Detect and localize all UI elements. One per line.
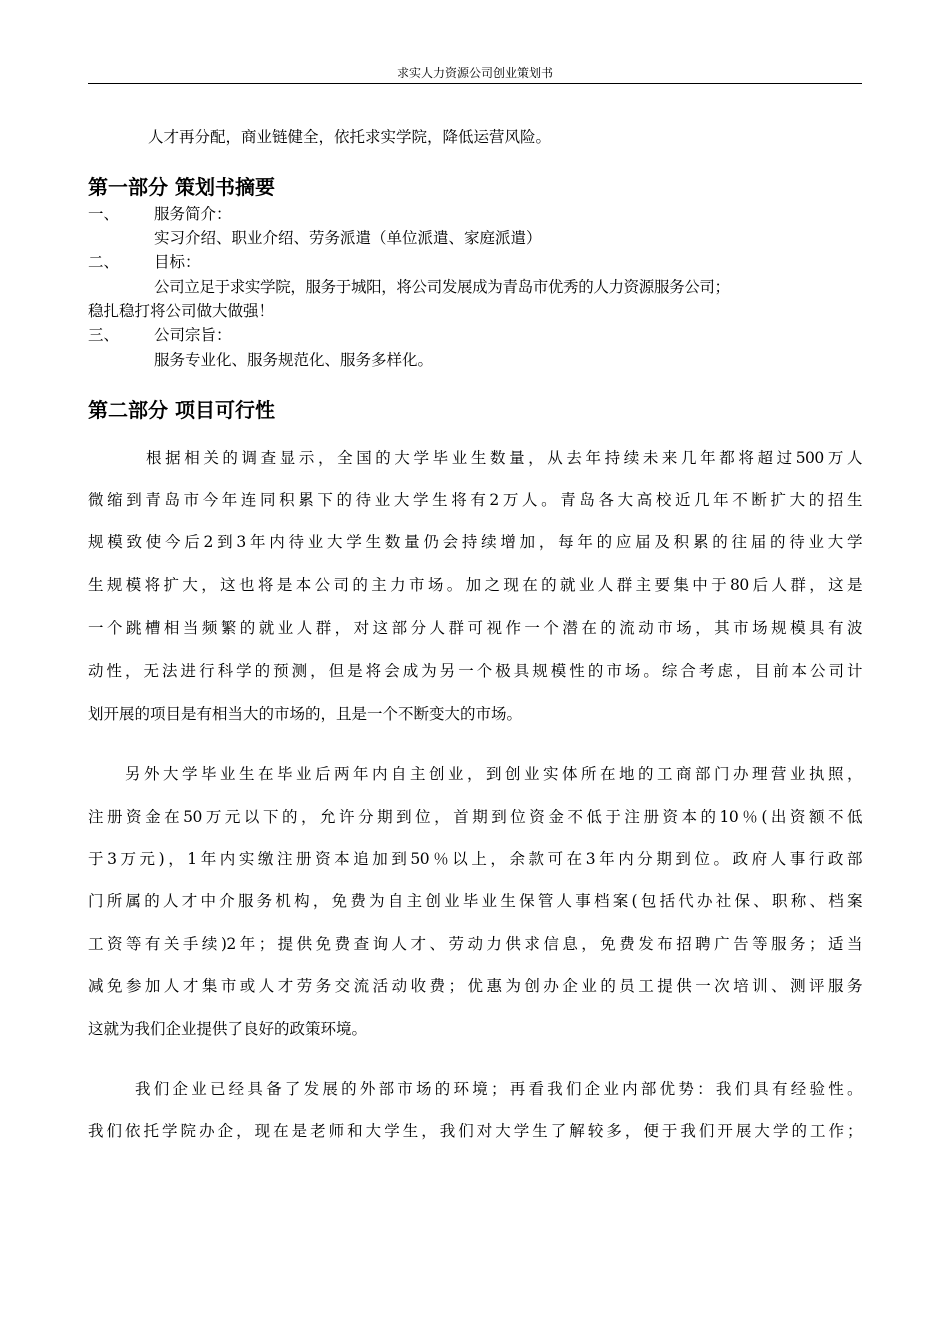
section-heading-part2: 第二部分 项目可行性: [88, 398, 275, 422]
list-number: 二、: [88, 253, 120, 271]
list-label: 服务简介：: [154, 205, 232, 223]
list-label: 目标：: [154, 253, 201, 271]
list-label: 公司宗旨：: [154, 326, 232, 344]
list-body-line: 服务专业化、服务规范化、服务多样化。: [154, 351, 434, 369]
list-item-service-intro: [88, 203, 862, 225]
paragraph-line: 我们依托学院办企，现在是老师和大学生，我们对大学生了解较多，便于我们开展大学的工作；: [88, 1122, 862, 1140]
paragraph-line: 门所属的人才中介服务机构，免费为自主创业毕业生保管人事档案(包括代办社保、职称、档案: [88, 892, 862, 910]
paragraph-line: 注册资金在50万元以下的，允许分期到位，首期到位资金不低于注册资本的10％(出资额不低: [88, 808, 862, 826]
paragraph-line: 一个跳槽相当频繁的就业人群，对这部分人群可视作一个潜在的流动市场，其市场规模具有波: [88, 619, 862, 637]
paragraph-line: 于3万元)，1年内实缴注册资本追加到50％以上，余款可在3年内分期到位。政府人事行政部: [88, 850, 862, 868]
paragraph-line: 另外大学毕业生在毕业后两年内自主创业，到创业实体所在地的工商部门办理营业执照，: [125, 765, 862, 783]
list-body-line: 稳扎稳打将公司做大做强！: [88, 302, 275, 320]
paragraph-line: 微缩到青岛市今年连同积累下的待业大学生将有2万人。青岛各大高校近几年不断扩大的招生: [88, 491, 862, 509]
list-body-line: 公司立足于求实学院，服务于城阳，将公司发展成为青岛市优秀的人力资源服务公司；: [154, 278, 730, 296]
paragraph-line: 动性，无法进行科学的预测，但是将会成为另一个极具规模性的市场。综合考虑，目前本公司计: [88, 662, 862, 680]
paragraph-line: 划开展的项目是有相当大的市场的，且是一个不断变大的市场。: [88, 705, 523, 723]
list-number: 三、: [88, 326, 120, 344]
list-body-line: 实习介绍、职业介绍、劳务派遣（单位派遣、家庭派遣）: [154, 229, 542, 247]
list-number: 一、: [88, 205, 120, 223]
paragraph-line: 工资等有关手续)2年；提供免费查询人才、劳动力供求信息，免费发布招聘广告等服务；适当: [88, 935, 862, 953]
paragraph-line: 我们企业已经具备了发展的外部市场的环境；再看我们企业内部优势：我们具有经验性。: [135, 1080, 862, 1098]
paragraph-line: 规模致使今后2到3年内待业大学生数量仍会持续增加，每年的应届及积累的往届的待业大学: [88, 533, 862, 551]
paragraph-line: 生规模将扩大，这也将是本公司的主力市场。加之现在的就业人群主要集中于80后人群，这是: [88, 576, 862, 594]
header-rule: [88, 83, 862, 84]
list-item-tenet: [88, 324, 862, 346]
paragraph-line: 根据相关的调查显示，全国的大学毕业生数量，从去年持续未来几年都将超过500万人: [146, 449, 862, 467]
intro-line: 人才再分配，商业链健全，依托求实学院，降低运营风险。: [148, 128, 552, 146]
running-header: 求实人力资源公司创业策划书: [396, 66, 553, 80]
section-heading-part1: 第一部分 策划书摘要: [88, 175, 275, 199]
paragraph-line: 减免参加人才集市或人才劳务交流活动收费；优惠为创办企业的员工提供一次培训、测评服务: [88, 977, 862, 995]
list-item-goal: [88, 251, 862, 273]
paragraph-line: 这就为我们企业提供了良好的政策环境。: [88, 1020, 368, 1038]
